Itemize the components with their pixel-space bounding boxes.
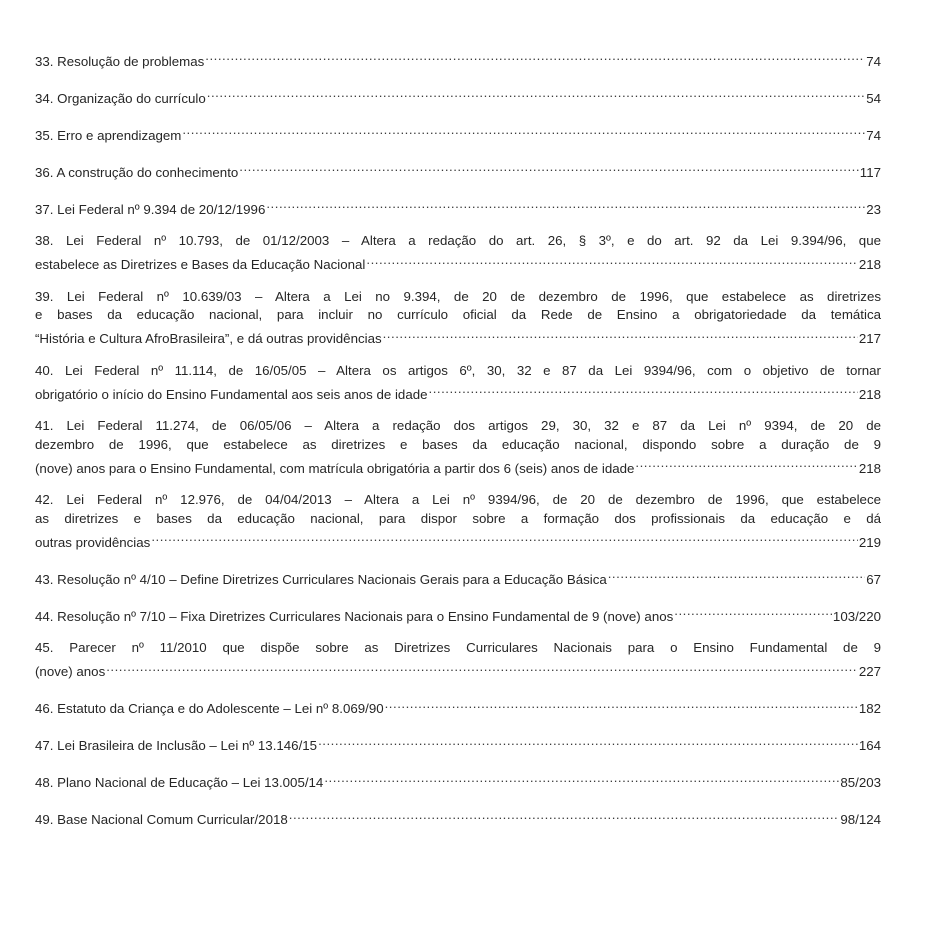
- toc-entry-title: “História e Cultura AfroBrasileira”, e dá outras providências: [35, 331, 382, 346]
- dot-leader: [383, 325, 858, 344]
- toc-entry-title: estabelece as Diretrizes e Bases da Educação Nacional: [35, 257, 366, 272]
- toc-entry-title: 44. Resolução nº 7/10 – Fixa Diretrizes Curriculares Nacionais para o Ensino Fundamental de 9 (nove) anos: [35, 608, 674, 624]
- toc-entry-title-line: [35, 602, 881, 626]
- toc-entry-page-number: 23: [866, 201, 881, 217]
- toc-entry-line: 40. Lei Federal nº 11.114, de 16/05/05 – Altera os artigos 6º, 30, 32 e 87 da Lei 9394/96, com o objetivo de tornar: [35, 362, 881, 378]
- dot-leader: [324, 769, 839, 788]
- table-of-contents: [35, 47, 881, 843]
- toc-entry-title-line: [35, 121, 881, 145]
- dot-leader: [182, 121, 865, 140]
- toc-entry-line: as diretrizes e bases da educação nacional, para dispor sobre a formação dos profissionais da educação e dá: [35, 510, 881, 526]
- toc-entry-title-line: [35, 806, 881, 830]
- dot-leader: [318, 732, 858, 751]
- toc-entry-title: 33. Resolução de problemas: [35, 53, 205, 69]
- toc-entry-title-line: [35, 84, 881, 108]
- toc-entry-title: 43. Resolução nº 4/10 – Define Diretrizes Curriculares Nacionais Gerais para a Educação Básica: [35, 571, 607, 587]
- toc-entry[interactable]: [35, 362, 881, 405]
- toc-entry[interactable]: [35, 806, 881, 830]
- toc-entry[interactable]: [35, 195, 881, 219]
- toc-entry-title: (nove) anos: [35, 664, 106, 679]
- toc-entry-page-number: 218: [858, 386, 881, 402]
- toc-entry-line: 45. Parecer nº 11/2010 que dispõe sobre as Diretrizes Curriculares Nacionais para o Ensino Fundamental de 9: [35, 640, 881, 655]
- toc-entry-line: 42. Lei Federal nº 12.976, de 04/04/2013 – Altera a Lei nº 9394/96, de 20 de dezembro de 1996, que estabelece: [35, 492, 881, 507]
- toc-entry-page-number: 219: [858, 534, 881, 550]
- toc-entry-title-line: [35, 658, 881, 682]
- toc-entry-page-number: 74: [866, 127, 881, 143]
- toc-entry-page-number: 218: [858, 257, 881, 272]
- toc-entry-title-line: [35, 195, 881, 219]
- toc-entry-page-number: 85/203: [840, 775, 881, 790]
- toc-entry-page-number: 227: [858, 664, 881, 679]
- toc-entry-page-number: 74: [866, 53, 881, 69]
- toc-entry-title-line: [35, 565, 881, 589]
- toc-entry-title: 34. Organização do currículo: [35, 90, 206, 106]
- toc-entry[interactable]: [35, 769, 881, 793]
- toc-entry-page-number: 67: [866, 571, 881, 587]
- dot-leader: [366, 251, 857, 270]
- toc-entry-page-number: 164: [858, 738, 881, 753]
- toc-entry[interactable]: [35, 639, 881, 682]
- toc-entry[interactable]: [35, 695, 881, 719]
- toc-entry[interactable]: [35, 565, 881, 589]
- toc-entry-page-number: 117: [859, 164, 881, 180]
- toc-entry-title: obrigatório o início do Ensino Fundamental aos seis anos de idade: [35, 386, 428, 402]
- toc-entry-line: 38. Lei Federal nº 10.793, de 01/12/2003 – Altera a redação do art. 26, § 3º, e do art. 92 da Lei 9.394/96, que: [35, 233, 881, 248]
- toc-entry-title: outras providências: [35, 534, 151, 550]
- dot-leader: [205, 47, 865, 66]
- toc-entry-line: dezembro de 1996, que estabelece as diretrizes e bases da educação nacional, dispondo sobre a duração de 9: [35, 436, 881, 452]
- toc-entry-title: 47. Lei Brasileira de Inclusão – Lei nº 13.146/15: [35, 738, 318, 753]
- toc-entry-line: 41. Lei Federal 11.274, de 06/05/06 – Altera a redação dos artigos 29, 30, 32 e 87 da Lei nº 9394, de 20 de: [35, 418, 881, 433]
- toc-entry[interactable]: [35, 232, 881, 275]
- toc-entry[interactable]: [35, 121, 881, 145]
- dot-leader: [608, 565, 865, 584]
- toc-entry-title-line: [35, 47, 881, 71]
- toc-entry-title: 37. Lei Federal nº 9.394 de 20/12/1996: [35, 201, 266, 217]
- dot-leader: [289, 806, 840, 825]
- dot-leader: [266, 195, 865, 214]
- dot-leader: [106, 658, 858, 677]
- toc-entry-title-line: [35, 695, 881, 719]
- toc-entry-title-line: [35, 325, 881, 349]
- toc-entry[interactable]: [35, 158, 881, 182]
- toc-entry-page-number: 103/220: [832, 608, 881, 624]
- toc-entry-title-line: [35, 251, 881, 275]
- toc-entry-page-number: 98/124: [840, 812, 881, 827]
- toc-entry-line: 39. Lei Federal nº 10.639/03 – Altera a Lei no 9.394, de 20 de dezembro de 1996, que estabelece as diretrizes: [35, 288, 881, 304]
- toc-entry[interactable]: [35, 417, 881, 478]
- toc-entry-title-line: [35, 158, 881, 182]
- toc-entry[interactable]: [35, 491, 881, 552]
- dot-leader: [385, 695, 858, 714]
- dot-leader: [239, 158, 859, 177]
- toc-entry-title: 46. Estatuto da Criança e do Adolescente – Lei nº 8.069/90: [35, 701, 384, 716]
- toc-entry-page-number: 218: [858, 460, 881, 476]
- toc-entry-title: 36. A construção do conhecimento: [35, 164, 239, 180]
- toc-entry-title: 49. Base Nacional Comum Curricular/2018: [35, 812, 288, 827]
- toc-entry-title-line: [35, 732, 881, 756]
- toc-entry-page-number: 182: [858, 701, 881, 716]
- toc-entry-title: (nove) anos para o Ensino Fundamental, com matrícula obrigatória a partir dos 6 (seis) anos de idade: [35, 460, 635, 476]
- toc-entry-title-line: [35, 769, 881, 793]
- toc-entry[interactable]: [35, 288, 881, 349]
- dot-leader: [207, 84, 865, 103]
- toc-entry-page-number: 54: [866, 90, 881, 106]
- toc-entry-title-line: [35, 454, 881, 478]
- dot-leader: [674, 602, 832, 621]
- toc-entry-title: 35. Erro e aprendizagem: [35, 127, 182, 143]
- toc-entry-title-line: [35, 380, 881, 404]
- toc-entry-line: e bases da educação nacional, para incluir no currículo oficial da Rede de Ensino a obrigatoriedade da temática: [35, 307, 881, 322]
- toc-entry[interactable]: [35, 602, 881, 626]
- toc-entry-title-line: [35, 528, 881, 552]
- toc-entry[interactable]: [35, 732, 881, 756]
- dot-leader: [635, 454, 857, 473]
- toc-entry-page-number: 217: [858, 331, 881, 346]
- toc-entry[interactable]: [35, 84, 881, 108]
- dot-leader: [151, 528, 858, 547]
- dot-leader: [429, 380, 858, 399]
- toc-entry[interactable]: [35, 47, 881, 71]
- toc-entry-title: 48. Plano Nacional de Educação – Lei 13.005/14: [35, 775, 324, 790]
